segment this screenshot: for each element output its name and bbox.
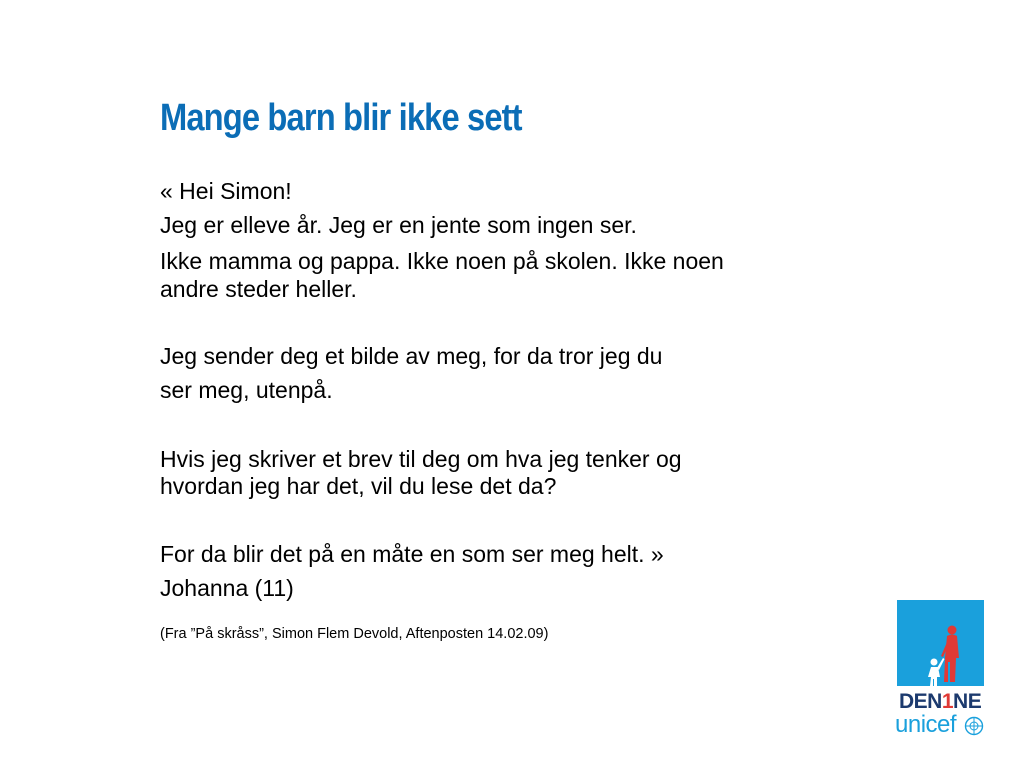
letter-line-8: hvordan jeg har det, vil du lese det da? [160, 473, 557, 499]
letter-line-10: Johanna (11) [160, 575, 294, 601]
letter-line-1: « Hei Simon! [160, 178, 292, 204]
letter-line-9: For da blir det på en måte en som ser meg helt. » [160, 541, 664, 567]
unicef-wordmark: unicef [895, 711, 957, 738]
svg-text:DEN1NE [899, 690, 982, 711]
campaign-logo-box [897, 600, 984, 711]
letter-line-4: andre steder heller. [160, 276, 357, 302]
slide-title: Mange barn blir ikke sett [160, 97, 522, 139]
campaign-name-digit: 1 [941, 690, 954, 711]
unicef-globe-icon [964, 716, 984, 736]
campaign-name-right: NE [953, 690, 982, 711]
den1ne-unicef-logo [895, 600, 985, 743]
letter-line-5: Jeg sender deg et bilde av meg, for da tror jeg du [160, 343, 663, 369]
source-citation: (Fra ”På skråss”, Simon Flem Devold, Aftenposten 14.02.09) [160, 626, 549, 642]
letter-line-7: Hvis jeg skriver et brev til deg om hva jeg tenker og [160, 446, 682, 472]
campaign-name-left: DEN [899, 690, 942, 711]
letter-line-2: Jeg er elleve år. Jeg er en jente som ingen ser. [160, 212, 637, 238]
den1ne-illustration [897, 600, 984, 711]
letter-line-3: Ikke mamma og pappa. Ikke noen på skolen. Ikke noen [160, 248, 724, 274]
letter-line-6: ser meg, utenpå. [160, 377, 333, 403]
